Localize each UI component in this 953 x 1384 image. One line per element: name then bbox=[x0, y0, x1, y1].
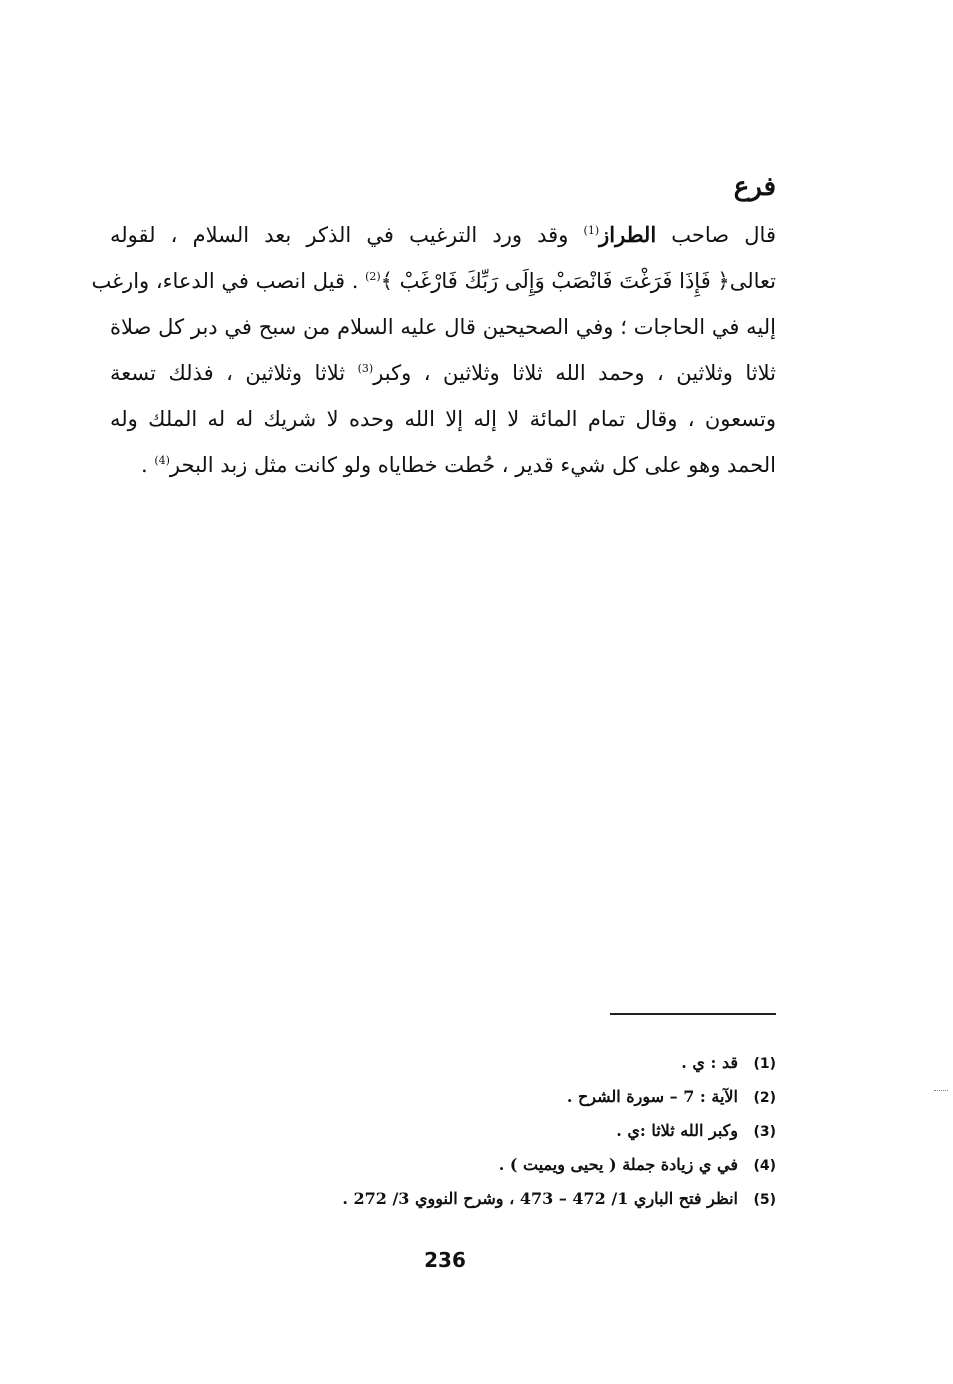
footnote-item bbox=[256, 1182, 776, 1216]
footnote-item bbox=[256, 1148, 776, 1182]
body-line-2 bbox=[91, 258, 776, 304]
quran-verse: تعالى﴿ فَإِذَا فَرَغْتَ فَانْصَبْ وَإِلَى رَبِّكَ فَارْغَبْ ﴾ bbox=[380, 269, 776, 293]
footnote-text: وكبر الله ثلاثا :ي . bbox=[616, 1121, 738, 1140]
footnote-text: انظر فتح الباري 1/ 472 – 473 ، وشرح النووي 3/ 272 . bbox=[342, 1189, 738, 1208]
body-line-6-text-b: . bbox=[140, 453, 155, 477]
footnote-item bbox=[256, 1046, 776, 1080]
footnote-number: (3) bbox=[753, 1124, 776, 1140]
body-line-6 bbox=[110, 442, 776, 488]
book-title-alturaz: الطراز bbox=[599, 222, 657, 247]
footnote-ref-2: (2) bbox=[365, 270, 381, 283]
footnote-item bbox=[256, 1080, 776, 1114]
page-number: 236 bbox=[424, 1248, 466, 1272]
body-line-1-text-a: قال صاحب bbox=[656, 223, 776, 247]
body-line-3-text: إليه في الحاجات ؛ وفي الصحيحين قال عليه السلام من سبح في دبر كل صلاة bbox=[110, 315, 776, 339]
footnote-number: (2) bbox=[753, 1090, 776, 1106]
body-line-3 bbox=[110, 304, 776, 350]
footnote-number: (1) bbox=[753, 1056, 776, 1072]
footnotes-list bbox=[256, 1046, 776, 1216]
body-line-2-text-b: . قيل انصب في الدعاء، وارغب bbox=[91, 269, 366, 293]
body-line-5 bbox=[110, 396, 776, 442]
footnote-ref-3: (3) bbox=[357, 362, 374, 375]
footnote-text: قد : ي . bbox=[681, 1053, 738, 1072]
footnote-ref-1: (1) bbox=[583, 224, 600, 237]
body-line-1 bbox=[110, 212, 776, 258]
body-line-4 bbox=[110, 350, 776, 396]
footnote-text: الآية : 7 – سورة الشرح . bbox=[566, 1087, 738, 1106]
body-line-5-text: وتسعون ، وقال تمام المائة لا إله إلا الله وحده لا شريك له له الملك وله bbox=[110, 407, 776, 431]
body-line-1-text-b: وقد ورد الترغيب في الذكر بعد السلام ، لقوله bbox=[110, 223, 584, 247]
scan-artifact bbox=[934, 1090, 948, 1091]
footnote-text: في ي زيادة جملة ( يحيى ويميت ) . bbox=[498, 1155, 738, 1174]
body-paragraph bbox=[91, 212, 776, 488]
body-line-6-text-a: الحمد وهو على كل شيء قدير ، حُطت خطاياه ولو كانت مثل زبد البحر bbox=[169, 453, 776, 477]
body-line-4-text-a: ثلاثا وثلاثين ، وحمد الله ثلاثا وثلاثين ، وكبر bbox=[373, 361, 776, 385]
footnote-item bbox=[256, 1114, 776, 1148]
footnote-ref-4: (4) bbox=[154, 454, 170, 467]
body-line-4-text-b: ثلاثا وثلاثين ، فذلك تسعة bbox=[110, 361, 358, 385]
footnote-number: (5) bbox=[753, 1192, 776, 1208]
footnote-separator bbox=[610, 1013, 776, 1015]
section-heading: فرع bbox=[733, 172, 776, 202]
footnote-number: (4) bbox=[753, 1158, 776, 1174]
